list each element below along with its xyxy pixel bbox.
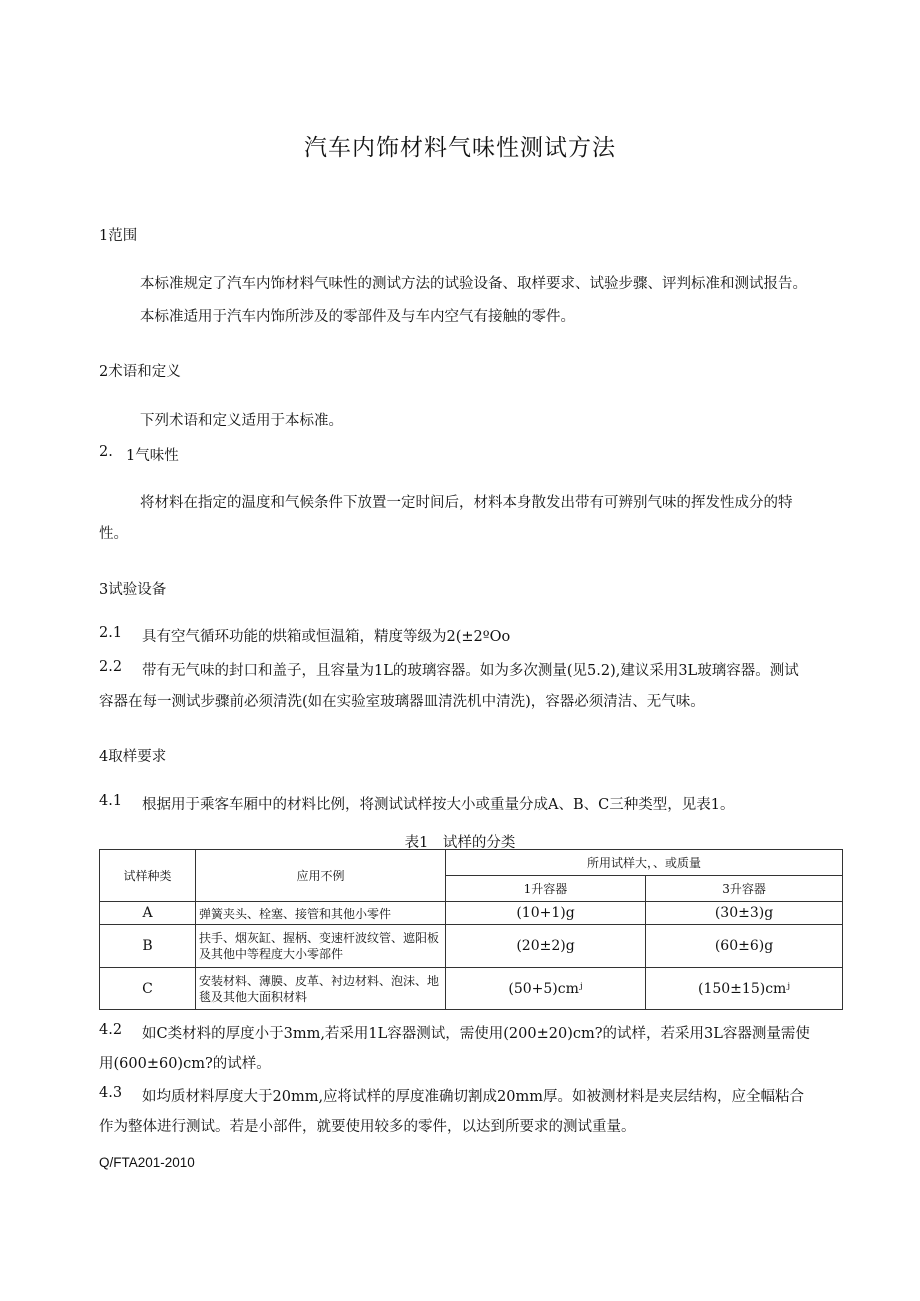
header-application: 应用不例: [196, 850, 446, 902]
section-2-heading: 2术语和定义: [99, 364, 181, 380]
item-number: 2.1: [99, 625, 123, 641]
item-text-line-1: 如C类材料的厚度小于3mm,若采用1L容器测试，需使用(200±20)cm?的试样，若采用3L容器测量需使: [142, 1026, 810, 1042]
table-row: [100, 968, 843, 1010]
item-text-line-2: 作为整体进行测试。若是小部件，就要使用较多的零件，以达到所要求的测试重量。: [99, 1119, 636, 1135]
row-1l-value: (20±2)g: [446, 925, 646, 968]
item-text-line-2: 容器在每一测试步骤前必须清洗(如在实验室玻璃器皿清洗机中清洗)，容器必须清洁、无气味。: [99, 694, 705, 710]
subsection-title: 1气味性: [126, 448, 179, 464]
definition-line-1: 将材料在指定的温度和气候条件下放置一定时间后，材料本身散发出带有可辨别气味的挥发性成分的特: [140, 495, 793, 511]
document-title: 汽车内饰材料气味性测试方法: [304, 135, 616, 161]
row-3l-value: (30±3)g: [646, 902, 843, 925]
document-code: Q/FTA201-2010: [99, 1155, 195, 1170]
item-text-line-2: 用(600±60)cm?的试样。: [99, 1056, 271, 1072]
item-text-line-1: 带有无气味的封口和盖子，且容量为1L的玻璃容器。如为多次测量(见5.2),建议采用3L玻璃容器。测试: [142, 663, 799, 679]
definition-line-2: 性。: [99, 526, 128, 542]
section-1-paragraph-2: 本标准适用于汽车内饰所涉及的零部件及与车内空气有接触的零件。: [140, 309, 575, 325]
item-text: 具有空气循环功能的烘箱或恒温箱，精度等级为2(±2ºOo: [142, 629, 511, 645]
table-caption: 表1 试样的分类: [404, 835, 516, 851]
row-application: 安装材料、薄膜、皮革、衬边材料、泡沫、地毯及其他大面积材料: [196, 968, 446, 1010]
sample-classification-table: [99, 849, 843, 1010]
row-type: A: [100, 902, 196, 925]
subsection-number: 2.: [99, 444, 113, 460]
row-type: B: [100, 925, 196, 968]
header-sample-type: 试样种类: [100, 850, 196, 902]
table-header-row: [100, 850, 843, 876]
row-1l-value: (50+5)cmʲ: [446, 968, 646, 1010]
item-number: 4.2: [99, 1022, 123, 1038]
header-sample-amount: 所用试样大，、或质量: [446, 850, 843, 876]
section-3-heading: 3试验设备: [99, 582, 167, 598]
section-2-paragraph-1: 下列术语和定义适用于本标准。: [140, 413, 343, 429]
row-application: 弹簧夹头、栓塞、接管和其他小零件: [196, 902, 446, 925]
item-text: 根据用于乘客车厢中的材料比例，将测试试样按大小或重量分成A、B、C三种类型，见表1。: [142, 797, 735, 813]
row-application: 扶手、烟灰缸、握柄、变速杆波纹管、遮阳板及其他中等程度大小零部件: [196, 925, 446, 968]
item-number: 4.3: [99, 1085, 123, 1101]
item-number: 2.2: [99, 659, 123, 675]
row-3l-value: (60±6)g: [646, 925, 843, 968]
item-text-line-1: 如均质材料厚度大于20mm,应将试样的厚度准确切割成20mm厚。如被测材料是夹层结构，应全幅粘合: [142, 1089, 805, 1105]
header-3l-container: 3升容器: [646, 876, 843, 902]
row-3l-value: (150±15)cmʲ: [646, 968, 843, 1010]
table-row: [100, 902, 843, 925]
row-type: C: [100, 968, 196, 1010]
header-1l-container: 1升容器: [446, 876, 646, 902]
section-1-heading: 1范围: [99, 228, 138, 244]
table-row: [100, 925, 843, 968]
row-1l-value: (10+1)g: [446, 902, 646, 925]
item-number: 4.1: [99, 793, 123, 809]
section-4-heading: 4取样要求: [99, 749, 167, 765]
section-1-paragraph-1: 本标准规定了汽车内饰材料气味性的测试方法的试验设备、取样要求、试验步骤、评判标准和测试报告。: [140, 276, 807, 292]
